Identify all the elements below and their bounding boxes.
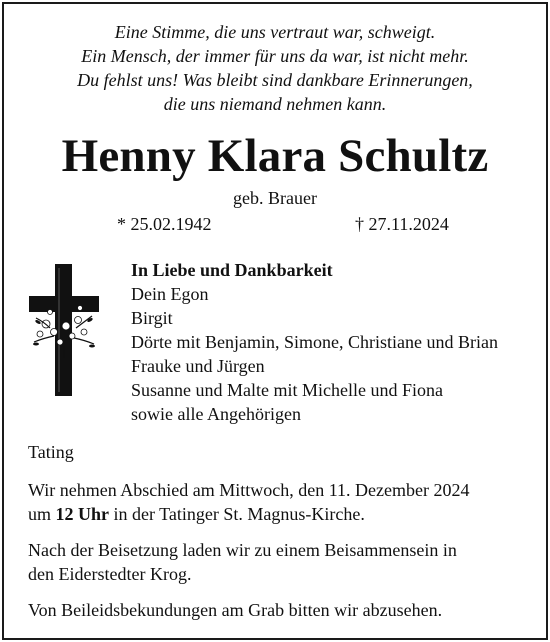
deceased-name: Henny Klara Schultz xyxy=(61,130,489,182)
mourner-line: Frauke und Jürgen xyxy=(131,356,265,376)
death-date: † 27.11.2024 xyxy=(355,214,449,234)
gathering-line: Nach der Beisetzung laden wir zu einem Beisammensein in xyxy=(28,540,457,560)
poem-line: Eine Stimme, die uns vertraut war, schweigt. xyxy=(114,22,436,42)
mourner-line: Birgit xyxy=(131,308,173,328)
farewell-line: Wir nehmen Abschied am Mittwoch, den 11. Dezember 2024 xyxy=(28,480,470,500)
mourner-line: Susanne und Malte mit Michelle und Fiona xyxy=(131,380,443,400)
cross-with-flowers-icon xyxy=(26,262,102,398)
farewell-um: um xyxy=(28,504,52,524)
maiden-name: geb. Brauer xyxy=(233,188,317,208)
mourners-list xyxy=(131,258,498,426)
place-name: Tating xyxy=(28,442,74,462)
mourner-line: sowie alle Angehörigen xyxy=(131,404,301,424)
condolences-note: Von Beileidsbekundungen am Grab bitten wir abzusehen. xyxy=(28,600,443,620)
poem-line: Du fehlst uns! Was bleibt sind dankbare Erinnerungen, xyxy=(77,70,473,90)
farewell-text xyxy=(28,478,470,526)
mourner-line: Dörte mit Benjamin, Simone, Christiane und Brian xyxy=(131,332,498,352)
poem-line: Ein Mensch, der immer für uns da war, ist nicht mehr. xyxy=(81,46,469,66)
poem-line: die uns niemand nehmen kann. xyxy=(163,94,387,114)
memorial-poem xyxy=(0,20,550,116)
farewell-line-2 xyxy=(28,502,470,526)
gathering-text xyxy=(28,538,457,586)
service-time: 12 Uhr xyxy=(55,504,110,524)
mourners-heading: In Liebe und Dankbarkeit xyxy=(131,260,333,280)
farewell-location: in der Tatinger St. Magnus-Kirche. xyxy=(113,504,365,524)
birth-date: * 25.02.1942 xyxy=(117,214,212,234)
gathering-line: den Eiderstedter Krog. xyxy=(28,564,192,584)
mourner-line: Dein Egon xyxy=(131,284,209,304)
